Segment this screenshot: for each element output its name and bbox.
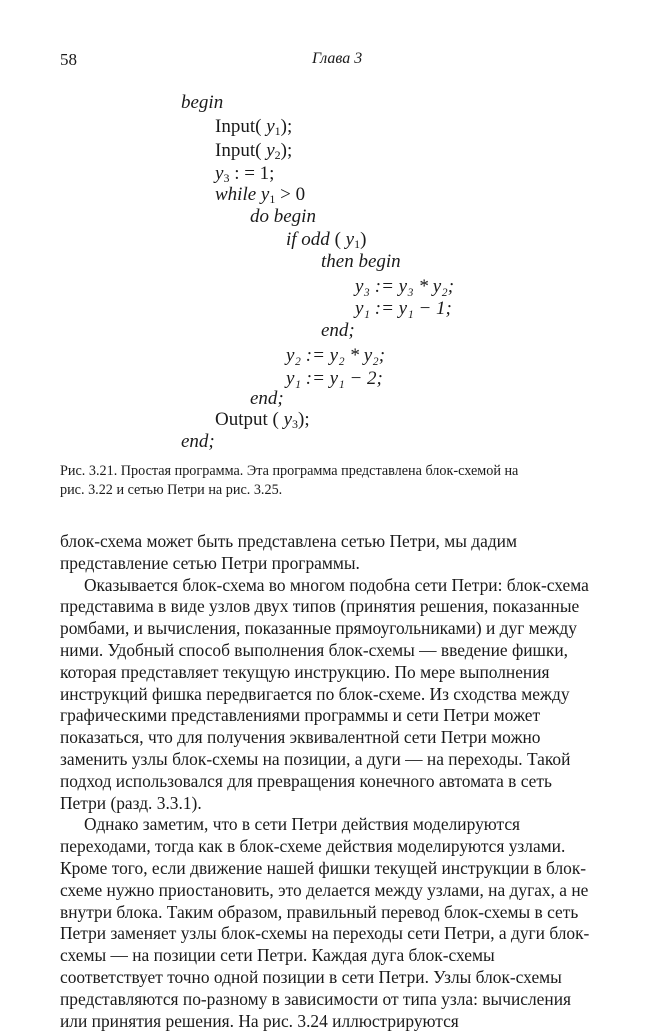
code-stmt-y1-minus-1: y₁ := y₁ − 1; xyxy=(355,298,452,319)
code-stmt-y3: y₃ := y₃ * y₂; xyxy=(355,276,455,297)
body-text xyxy=(60,531,600,1032)
code-do-begin: do begin xyxy=(250,206,316,227)
code-stmt-y2: y₂ := y₂ * y₂; xyxy=(286,345,386,366)
code-input-1: Input( $y_1$); xyxy=(215,116,293,138)
code-while: while $y_1 > 0$ xyxy=(215,184,306,206)
code-end-loop: end; xyxy=(250,388,284,409)
figure-caption xyxy=(60,462,612,500)
paragraph-2: Оказывается блок-схема во многом подобна сети Петри: блок-схема представима в виде узлов двух типов (принятия решения, показанные ромбами, и вычисления, показанные прямоугольниками) и дуг между ними. Удобный способ выполнения блок-схемы — введение фишки, которая представляет текущую инструкцию. По мере выполнения инструкций фишка передвигается по блок-схеме. Из сходства между графическими представлениями программы и сети Петри может показаться, что для получения эквивалентной сети Петри можно заменить узлы блок-схемы на позиции, а дуги — на переходы. Такой подход использовался для превращения конечного автомата в сеть Петри (разд. 3.3.1). xyxy=(60,574,589,813)
caption-line-2: рис. 3.22 и сетью Петри на рис. 3.25. xyxy=(60,482,283,498)
code-then-begin: then begin xyxy=(321,251,401,272)
paragraph-1: блок-схема может быть представлена сетью Петри, мы дадим представление сетью Петри программы. xyxy=(60,531,517,573)
code-assign-y3: $y_3$ : = 1; xyxy=(215,163,275,185)
code-end-inner: end; xyxy=(321,320,355,341)
program-listing xyxy=(0,0,654,460)
caption-line-1: Рис. 3.21. Простая программа. Эта программа представлена блок-схемой на xyxy=(60,463,519,479)
code-stmt-y1-minus-2: y₁ := y₁ − 2; xyxy=(286,368,383,389)
code-input-2: Input( $y_2$); xyxy=(215,140,293,162)
code-output: Output ( $y_3$); xyxy=(215,409,310,431)
code-begin: begin xyxy=(181,92,224,113)
page-number: 58 xyxy=(60,50,77,69)
paragraph-3: Однако заметим, что в сети Петри действия моделируются переходами, тогда как в блок-схеме действия моделируются узлами. Кроме того, если движение нашей фишки текущей инструкции в блок-схеме нужно приостановить, это делается между узлами, на дугах, а не внутри блока. Таким образом, правильный перевод блок-схемы в сеть Петри заменяет узлы блок-схемы на переходы сети Петри, а дуги блок-схемы — на позиции сети Петри. Каждая дуга блок-схемы соответствует точно одной позиции в сети Петри. Узлы блок-схемы представляются по-разному в зависимости от типа узла: вычисления или принятия решения. На рис. 3.24 иллюстрируются xyxy=(60,814,590,1031)
code-end-main: end; xyxy=(181,431,215,452)
code-if-odd: if odd ( $y_1$) xyxy=(286,229,367,251)
chapter-title: Глава 3 xyxy=(312,50,363,67)
